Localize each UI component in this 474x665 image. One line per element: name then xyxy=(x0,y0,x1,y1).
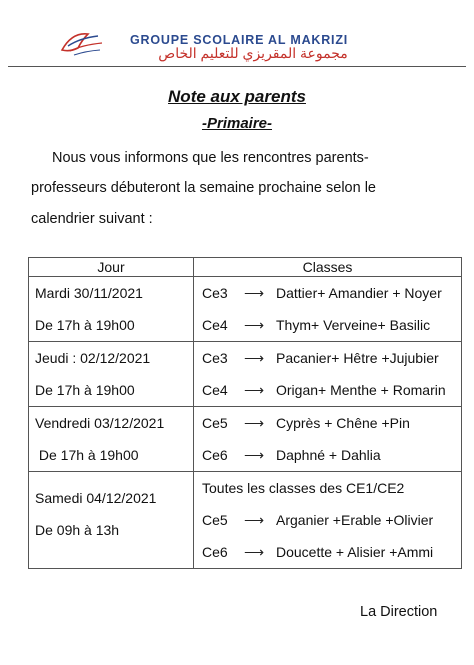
school-logo-icon xyxy=(58,26,106,60)
school-name-ar: مجموعة المقريزي للتعليم الخاص xyxy=(158,45,348,61)
day-cell xyxy=(29,277,194,342)
arrow-right-icon: ⟶ xyxy=(243,512,265,528)
class-names: Doucette + Alisier +Ammi xyxy=(276,544,434,560)
day-cell xyxy=(29,342,194,407)
day-cell xyxy=(29,472,194,569)
signature: La Direction xyxy=(360,604,438,620)
column-header-day: Jour xyxy=(29,258,194,277)
classes-cell xyxy=(194,342,462,407)
class-group xyxy=(202,374,461,406)
header-divider xyxy=(8,66,466,67)
page-title: Note aux parents xyxy=(168,87,306,106)
letterhead xyxy=(0,0,474,70)
meeting-schedule-table xyxy=(28,257,462,569)
class-level: Ce6 xyxy=(202,447,228,463)
class-level: Ce3 xyxy=(202,285,228,301)
class-level: Ce5 xyxy=(202,415,228,431)
intro-line: calendrier suivant : xyxy=(31,211,153,227)
class-names: Origan+ Menthe + Romarin xyxy=(276,382,446,398)
arrow-right-icon: ⟶ xyxy=(243,415,265,431)
class-names: Arganier +Erable +Olivier xyxy=(276,512,434,528)
class-group xyxy=(202,277,461,309)
table-row xyxy=(29,342,462,407)
intro-line: professeurs débuteront la semaine prochaine selon le xyxy=(31,180,376,196)
arrow-right-icon: ⟶ xyxy=(243,544,265,560)
arrow-right-icon: ⟶ xyxy=(243,350,265,366)
class-names: Thym+ Verveine+ Basilic xyxy=(276,317,431,333)
school-name-fr: GROUPE SCOLAIRE AL MAKRIZI xyxy=(130,33,349,47)
class-level: Ce6 xyxy=(202,544,228,560)
day-time: De 17h à 19h00 xyxy=(35,447,139,463)
day-date: Vendredi 03/12/2021 xyxy=(35,415,165,431)
arrow-right-icon: ⟶ xyxy=(243,317,265,333)
class-group xyxy=(202,309,461,341)
class-level: Ce4 xyxy=(202,382,228,398)
day-time: De 17h à 19h00 xyxy=(35,382,135,398)
classes-cell xyxy=(194,472,462,569)
class-note: Toutes les classes des CE1/CE2 xyxy=(202,480,405,496)
class-names: Cyprès + Chêne +Pin xyxy=(276,415,410,431)
class-group xyxy=(202,342,461,374)
arrow-right-icon: ⟶ xyxy=(243,285,265,301)
day-time: De 09h à 13h xyxy=(35,522,120,538)
table-row xyxy=(29,407,462,472)
table-header-row xyxy=(29,258,462,277)
class-names: Dattier+ Amandier + Noyer xyxy=(276,285,442,301)
arrow-right-icon: ⟶ xyxy=(243,382,265,398)
class-names: Pacanier+ Hêtre +Jujubier xyxy=(276,350,439,366)
day-time: De 17h à 19h00 xyxy=(35,317,135,333)
day-date: Samedi 04/12/2021 xyxy=(35,490,157,506)
arrow-right-icon: ⟶ xyxy=(243,447,265,463)
class-level: Ce3 xyxy=(202,350,228,366)
class-group xyxy=(202,439,461,471)
classes-cell xyxy=(194,407,462,472)
day-date: Jeudi : 02/12/2021 xyxy=(35,350,151,366)
table-row xyxy=(29,277,462,342)
classes-cell xyxy=(194,277,462,342)
class-group xyxy=(202,536,461,568)
table-row xyxy=(29,472,462,569)
class-level: Ce4 xyxy=(202,317,228,333)
day-date: Mardi 30/11/2021 xyxy=(35,285,143,301)
day-cell xyxy=(29,407,194,472)
class-group xyxy=(202,407,461,439)
column-header-classes: Classes xyxy=(194,258,462,277)
class-group xyxy=(202,504,461,536)
intro-line: Nous vous informons que les rencontres parents- xyxy=(52,150,369,166)
class-names: Daphné + Dahlia xyxy=(276,447,381,463)
class-level: Ce5 xyxy=(202,512,228,528)
page-subtitle: -Primaire- xyxy=(201,115,273,132)
